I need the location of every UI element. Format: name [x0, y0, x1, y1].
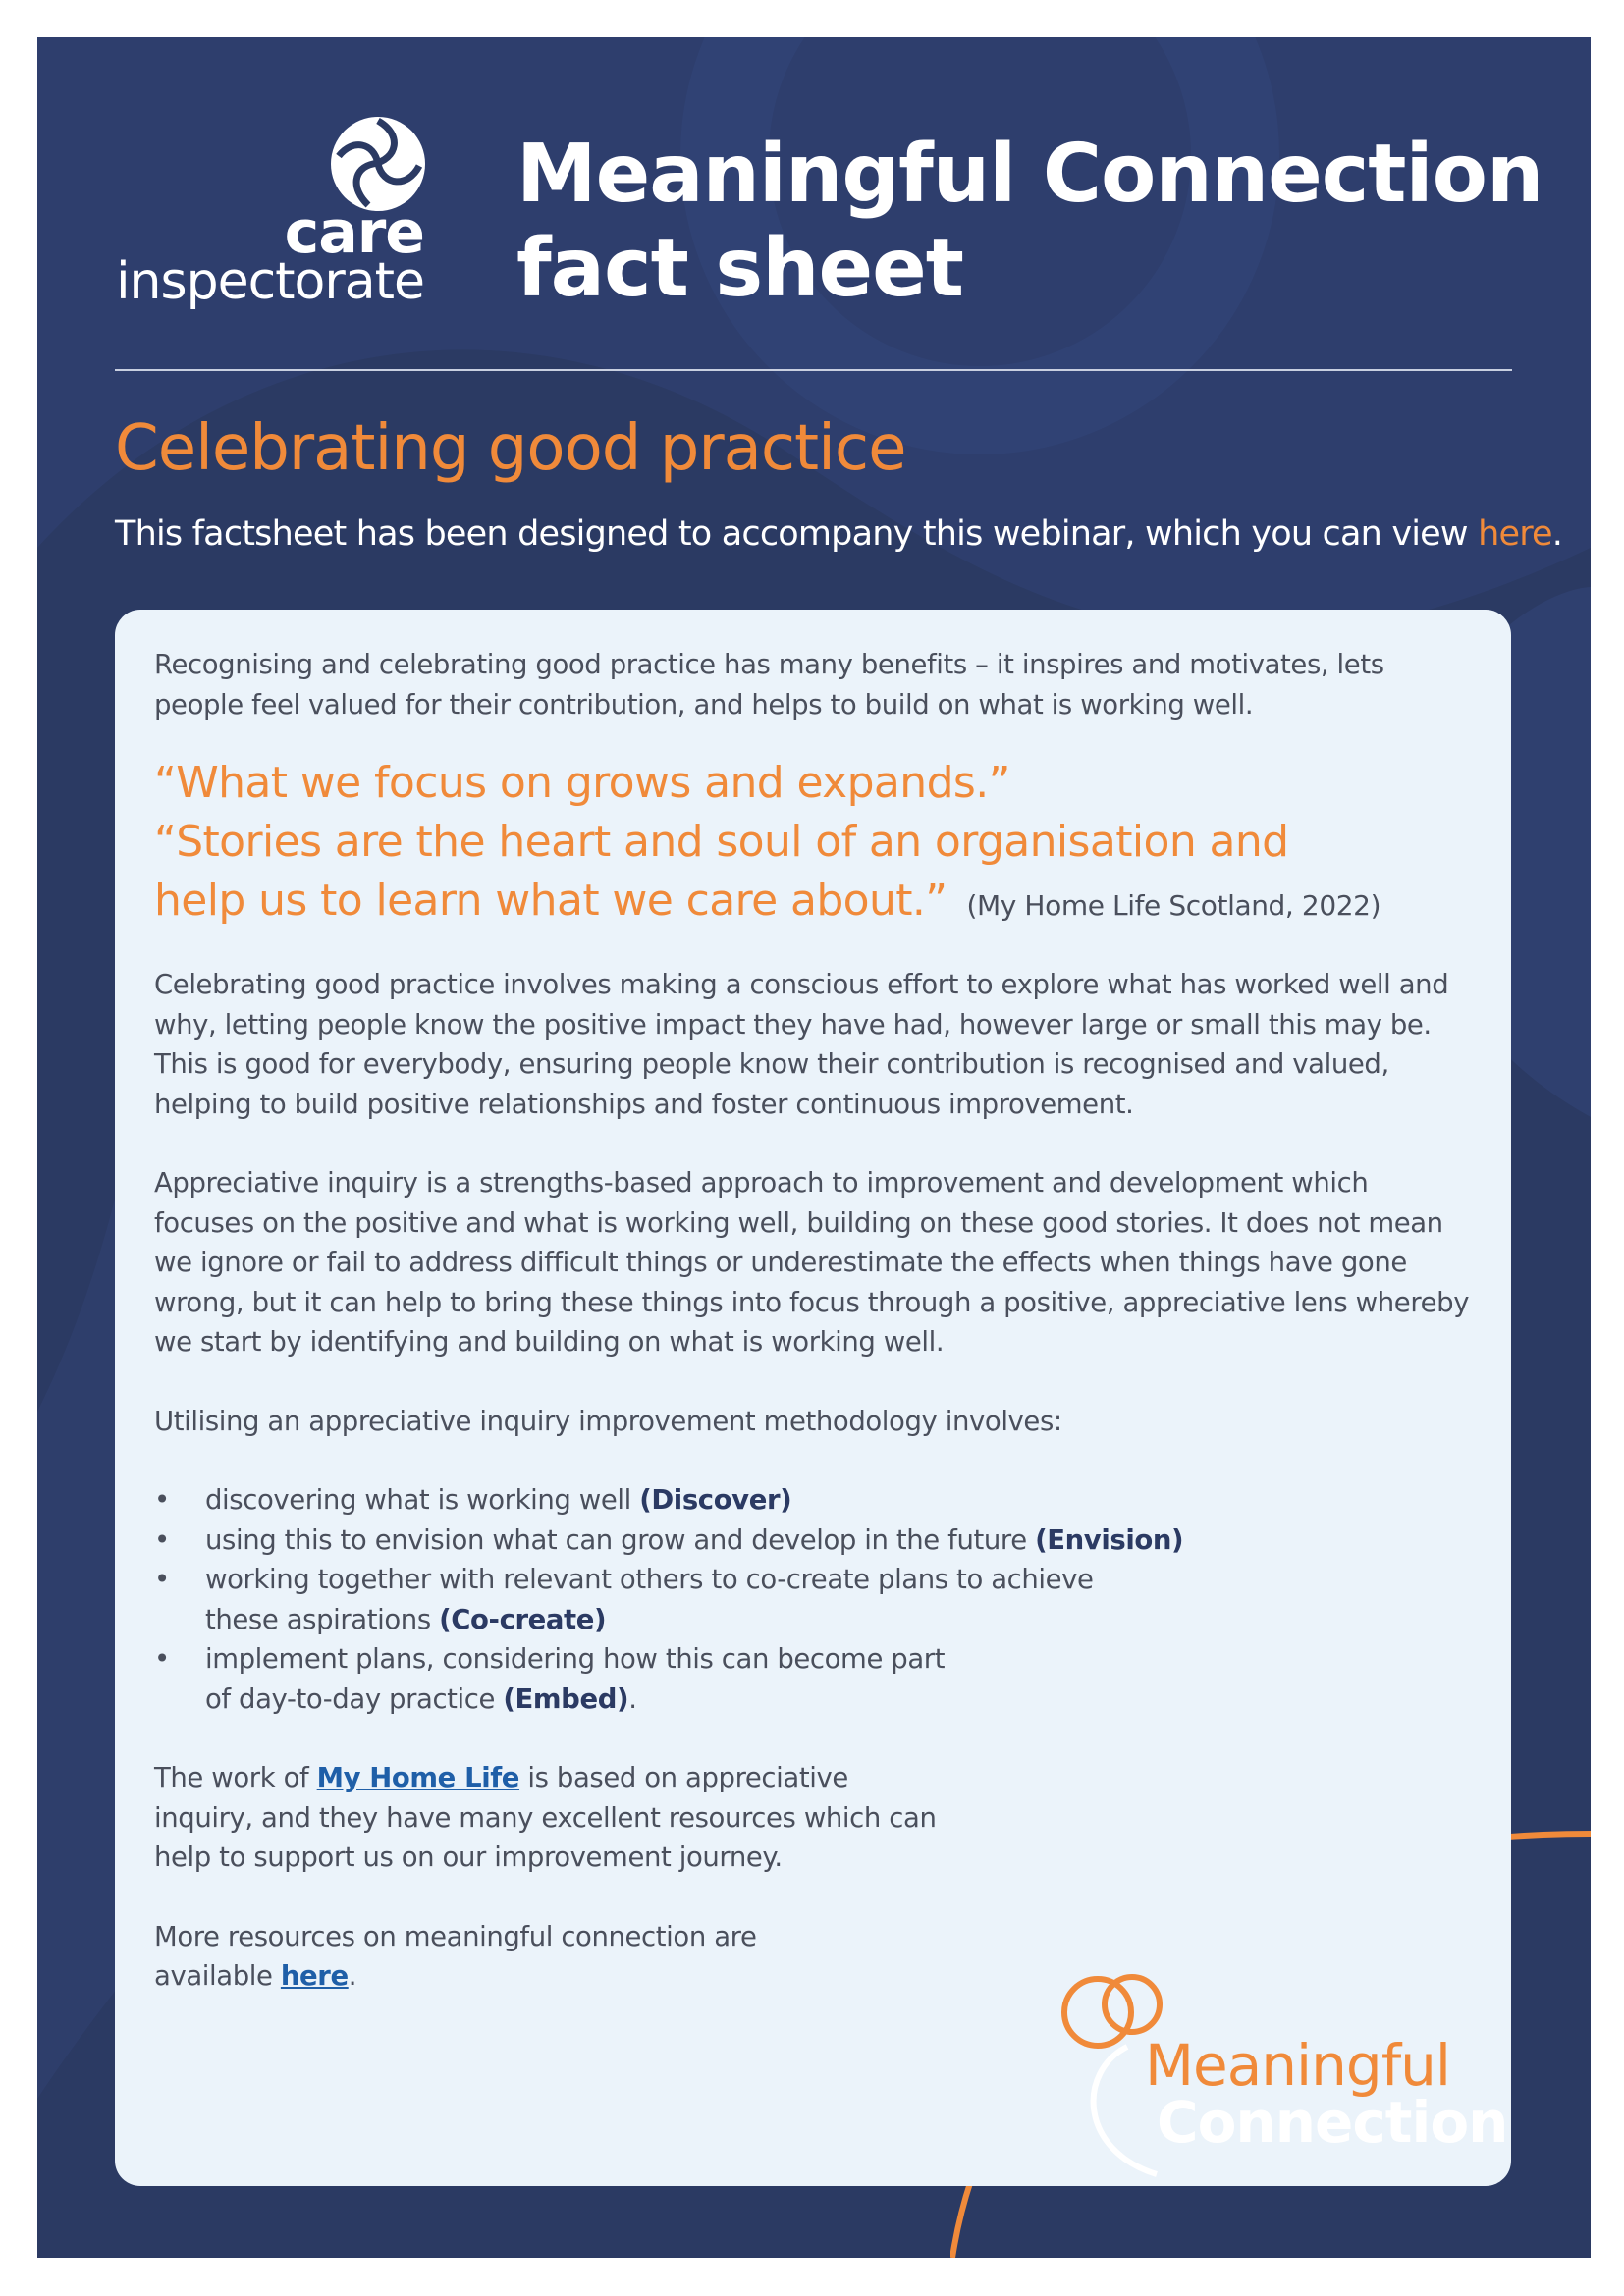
- logo-word-care: care: [284, 198, 424, 267]
- paragraph-appreciative-inquiry: Appreciative inquiry is a strengths-based approach to improvement and development which focuses on the positive and what is working well, building on these good stories. It does not mean we ignore or fail to address difficult things or underestimate the effects when things have gone wrong, but it can help to bring these things into focus through a positive, appreciative lens whereby we start by identifying and building on what is working well.: [154, 1167, 1470, 1358]
- webinar-link[interactable]: here: [1478, 514, 1552, 554]
- list-item-term: (Co-create): [439, 1603, 607, 1635]
- logo-word-meaningful: Meaningful: [1145, 2032, 1451, 2099]
- list-item-term: (Envision): [1035, 1523, 1184, 1556]
- title-line-2: fact sheet: [516, 222, 963, 315]
- list-item-term: (Embed): [503, 1682, 629, 1715]
- quote-line-1: “What we focus on grows and expands.”: [154, 758, 1010, 808]
- paragraph-celebrating: Celebrating good practice involves making a conscious effort to explore what has worked well and why, letting people know the positive impact they have had, however large or small this may be. This is good for everybody, ensuring people know their contribution is recognised and valued, helping to build positive relationships and foster continuous improvement.: [154, 969, 1449, 1120]
- list-item-text: working together with relevant others to co-create plans to achieve these aspirations: [205, 1564, 1094, 1635]
- list-item: [154, 1480, 1185, 1521]
- paragraph-my-home-life-start: The work of: [154, 1762, 317, 1793]
- paragraph-my-home-life: [154, 1758, 940, 1878]
- paragraph-my-home-life-end: is based on appreciative inquiry, and they have many excellent resources which can help to support us on our improvement journey.: [154, 1762, 937, 1873]
- care-inspectorate-logo: [110, 115, 434, 321]
- paragraph-more-resources-start: More resources on meaningful connection are available: [154, 1920, 757, 1992]
- title-divider: [115, 369, 1512, 371]
- list-item-end: .: [628, 1682, 637, 1715]
- content-panel: [115, 610, 1511, 2186]
- list-item: [154, 1639, 971, 1719]
- intro-text-body: This factsheet has been designed to accompany this webinar, which you can view: [115, 514, 1479, 554]
- paragraph-more-resources: [154, 1917, 763, 1997]
- my-home-life-link[interactable]: My Home Life: [316, 1762, 520, 1793]
- intro-text: [115, 514, 1562, 554]
- quote-block: [154, 754, 1472, 935]
- section-heading: Celebrating good practice: [115, 412, 906, 485]
- quote-citation: (My Home Life Scotland, 2022): [966, 889, 1381, 922]
- intro-text-end: .: [1551, 514, 1563, 554]
- list-item-text: discovering what is working well: [205, 1484, 640, 1516]
- list-item: [154, 1560, 1138, 1639]
- methodology-list: [154, 1480, 1185, 1719]
- paragraph-more-resources-end: .: [348, 1960, 357, 1992]
- quote-line-3: [154, 872, 1472, 935]
- paragraph-benefits: Recognising and celebrating good practice has many benefits – it inspires and motivates, lets people feel valued for their contribution, and helps to build on what is working well.: [154, 649, 1384, 721]
- meaningful-connection-logo: [1058, 1973, 1520, 2189]
- logo-word-inspectorate: inspectorate: [116, 252, 424, 311]
- logo-word-connection: Connection: [1157, 2089, 1508, 2156]
- document-title: [516, 128, 1543, 316]
- list-item-term: (Discover): [639, 1484, 792, 1516]
- quote-line-3-text: help us to learn what we care about.”: [154, 876, 947, 926]
- quote-line-2: “Stories are the heart and soul of an organisation and: [154, 817, 1289, 867]
- paragraph-methodology-intro: Utilising an appreciative inquiry improvement methodology involves:: [154, 1405, 1062, 1437]
- title-line-1: Meaningful Connection: [516, 128, 1543, 221]
- list-item-text: implement plans, considering how this can become part of day-to-day practice: [205, 1643, 946, 1715]
- list-item: [154, 1521, 1185, 1561]
- list-item-text: using this to envision what can grow and develop in the future: [205, 1523, 1036, 1556]
- more-resources-link[interactable]: here: [280, 1960, 349, 1992]
